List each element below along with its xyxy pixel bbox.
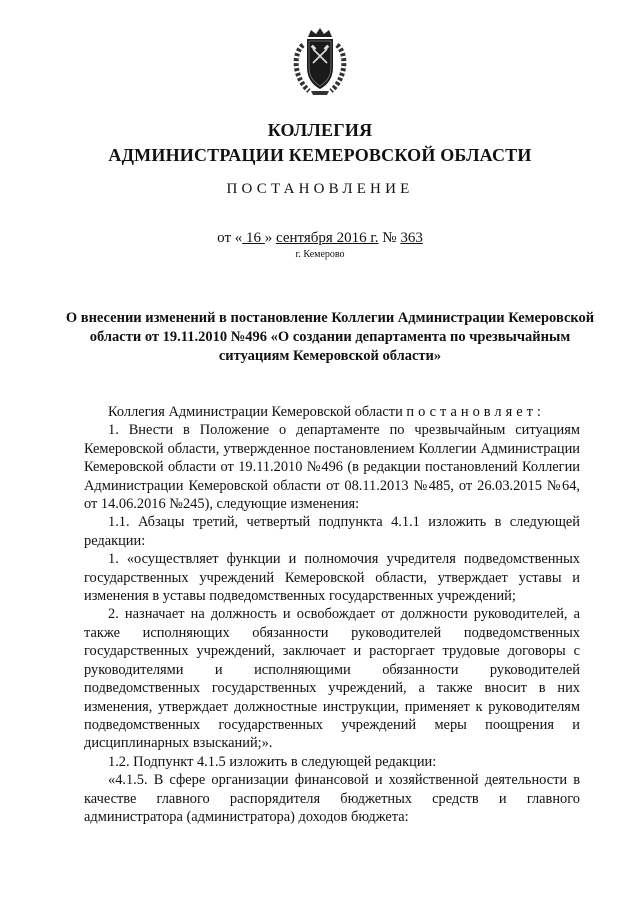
number-sign: №	[378, 230, 401, 246]
document-title: О внесении изменений в постановление Коллегии Администрации Кемеровской области от 19.11.2010 №496 «О создании департамента по чрезвычайным ситуациям Кемеровской области»	[65, 310, 595, 364]
org-name-line2: АДМИНИСТРАЦИИ КЕМЕРОВСКОЙ ОБЛАСТИ	[108, 145, 532, 165]
paragraph-1-1-item-1: 1. «осуществляет функции и полномочия учредителя подведомственных государственных учреждений Кемеровской области, утверждает уставы и изменения в уставы подведомственных государственных учреждений;	[84, 551, 580, 605]
paragraph-1: 1. Внести в Положение о департаменте по чрезвычайным ситуациям Кемеровской области, утвержденное постановлением Коллегии Администрации Кемеровской области от 19.11.2010 №496 (в редакции постановлений Коллегии Администрации Кемеровской области от 08.11.2013 №485, от 26.03.2015 №64, от 14.06.2016 №245), следующие изменения:	[84, 422, 580, 513]
paragraph-1-1: 1.1. Абзацы третий, четвертый подпункта 4.1.1 изложить в следующей редакции:	[84, 514, 580, 549]
intro-paragraph	[84, 403, 580, 421]
document-number: 363	[400, 230, 423, 246]
org-name-line1: КОЛЛЕГИЯ	[267, 120, 373, 140]
date-day: 16	[242, 230, 265, 246]
coat-of-arms-icon	[289, 27, 351, 99]
city: г. Кемерово	[295, 249, 345, 260]
paragraph-4-1-5: «4.1.5. В сфере организации финансовой и хозяйственной деятельности в качестве главного распорядителя бюджетных средств и главного администратора (администратора) доходов бюджета:	[84, 772, 580, 825]
paragraph-1-1-item-2: 2. назначает на должность и освобождает от должности руководителей, а также исполняющих обязанности руководителей подведомственных государственных учреждений, заключает и расторгает трудовые договоры с руководителями и исполняющими обязанности руководителей подведомственных государственных учреждений, а также вносит в них изменения, утверждает должностные инструкции, применяет к руководителям подведомственных государственных учреждений меры поощрения и дисциплинарных взысканий;».	[84, 606, 580, 752]
document-date-line	[0, 230, 640, 247]
intro-verb: постановляет:	[406, 404, 545, 420]
date-month-year: сентября 2016 г.	[276, 230, 379, 246]
date-mid: »	[264, 230, 276, 246]
intro-prefix: Коллегия Администрации Кемеровской области	[108, 404, 407, 420]
document-type: ПОСТАНОВЛЕНИЕ	[226, 181, 414, 197]
document-body	[84, 403, 580, 826]
paragraph-1-2: 1.2. Подпункт 4.1.5 изложить в следующей редакции:	[108, 753, 437, 770]
date-prefix: от «	[217, 230, 243, 246]
